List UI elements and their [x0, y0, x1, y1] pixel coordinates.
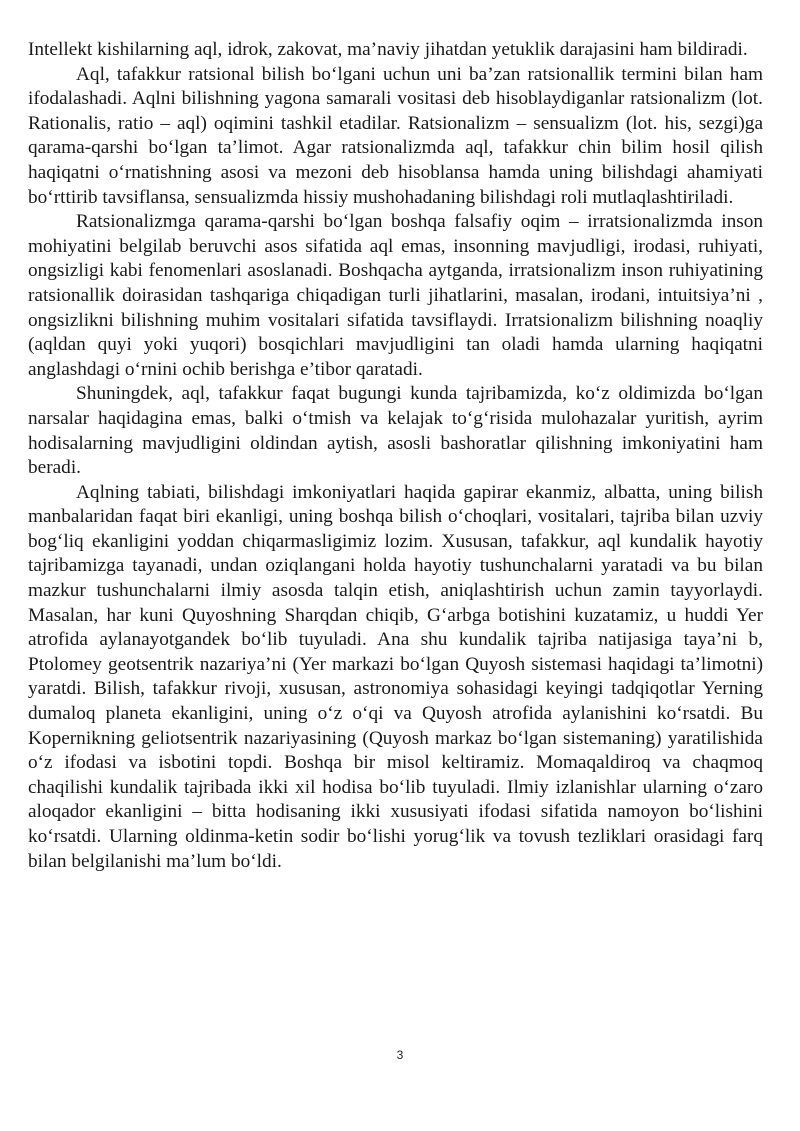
paragraph-intellekt: Intellekt kishilarning aql, idrok, zakovat, ma’naviy jihatdan yetuklik darajasini ham bildiradi.: [28, 39, 748, 60]
paragraph-shuningdek: Shuningdek, aql, tafakkur faqat bugungi kunda tajribamizda, ko‘z oldimizda bo‘lgan narsalar haqidagina emas, balki o‘tmish va kelajak to‘g‘risida mulohazalar yuritish, ayrim hodisalarning mavjudligini oldindan aytish, asosli bashoratlar qilishning imkoniyatini ham beradi.: [28, 383, 763, 479]
document-body: [28, 38, 763, 874]
paragraph-irratsionalizm: Ratsionalizmga qarama-qarshi bo‘lgan boshqa falsafiy oqim – irratsionalizmda inson mohiyatini belgilab beruvchi asos sifatida aql emas, insonning mavjudligi, irodasi, ruhiyati, ongsizligi kabi fenomenlari asoslanadi. Boshqacha aytganda, irratsionalizm inson ruhiyatining ratsionallik doirasidan tashqariga chiqadigan turli jihatlarini, masalan, irodani, intuitsiya’ni , ongsizlikni bilishning muhim vositalari sifatida tavsiflaydi. Irratsionalizm bilishning noaqliy (aqldan quyi yoki yuqori) bosqichlari mavjudligini tan oladi hamda ularning haqiqatni anglashdagi o‘rnini ochib berishga e’tibor qaratadi.: [28, 211, 763, 380]
paragraph-ratsionalizm: Aql, tafakkur ratsional bilish bo‘lgani uchun uni ba’zan ratsionallik termini bilan ham ifodalashadi. Aqlni bilishning yagona samarali vositasi deb hisoblaydiganlar ratsionalizm (lot. Rationalis, ratio – aql) oqimini tashkil etadilar. Ratsionalizm – sensualizm (lot. his, sezgi)ga qarama-qarshi bo‘lgan ta’limot. Agar ratsionalizmda aql, tafakkur chin bilim hosil qilish haqiqatni o‘rnatishning asosi va mezoni deb hisoblansa hamda uning bilishdagi ahamiyati bo‘rttirib tavsiflansa, sensualizmda hissiy mushohadaning bilishdagi roli mutlaqlashtiriladi.: [28, 63, 763, 208]
page-number: 3: [396, 1048, 404, 1062]
paragraph-aqlning-tabiati: Aqlning tabiati, bilishdagi imkoniyatlari haqida gapirar ekanmiz, albatta, uning bilish manbalaridan faqat biri ekanligi, uning boshqa bilish o‘choqlari, vositalari, tajriba bilan uzviy bog‘liq ekanligini yoddan chiqarmasligimiz lozim. Xususan, tafakkur, aql kundalik hayotiy tajribamizga tayanadi, undan oziqlangani holda hayotiy tushunchalarni yaratadi va bu bilan mazkur tushunchalarni ilmiy asosda talqin etish, aniqlashtirish uchun zamin tayyorlaydi. Masalan, har kuni Quyoshning Sharqdan chiqib, G‘arbga botishini kuzatamiz, u huddi Yer atrofida aylanayotgandek bo‘lib tuyuladi. Ana shu kundalik tajriba natijasiga taya’ni b, Ptolomey geotsentrik nazariya’ni (Yer markazi bo‘lgan Quyosh sistemasi haqidagi ta’limotni) yaratdi. Bilish, tafakkur rivoji, xususan, astronomiya sohasidagi keyingi tadqiqotlar Yerning dumaloq planeta ekanligini, uning o‘z o‘qi va Quyosh atrofida aylanishini ko‘rsatdi. Bu Kopernikning geliotsentrik nazariyasining (Quyosh markaz bo‘lgan sistemaning) yaratilishida o‘z ifodasi va isbotini topdi. Boshqa bir misol keltiramiz. Momaqaldiroq va chaqmoq chaqilishi kundalik tajribada ikki xil hodisa bo‘lib tuyuladi. Ilmiy izlanishlar ularning o‘zaro aloqador ekanligini – bitta hodisaning ikki xususiyati ifodasi sifatida namoyon bo‘lishini ko‘rsatdi. Ularning oldinma-ketin sodir bo‘lishi yorug‘lik va tovush tezliklari orasidagi farq bilan belgilanishi ma’lum bo‘ldi.: [28, 481, 763, 872]
